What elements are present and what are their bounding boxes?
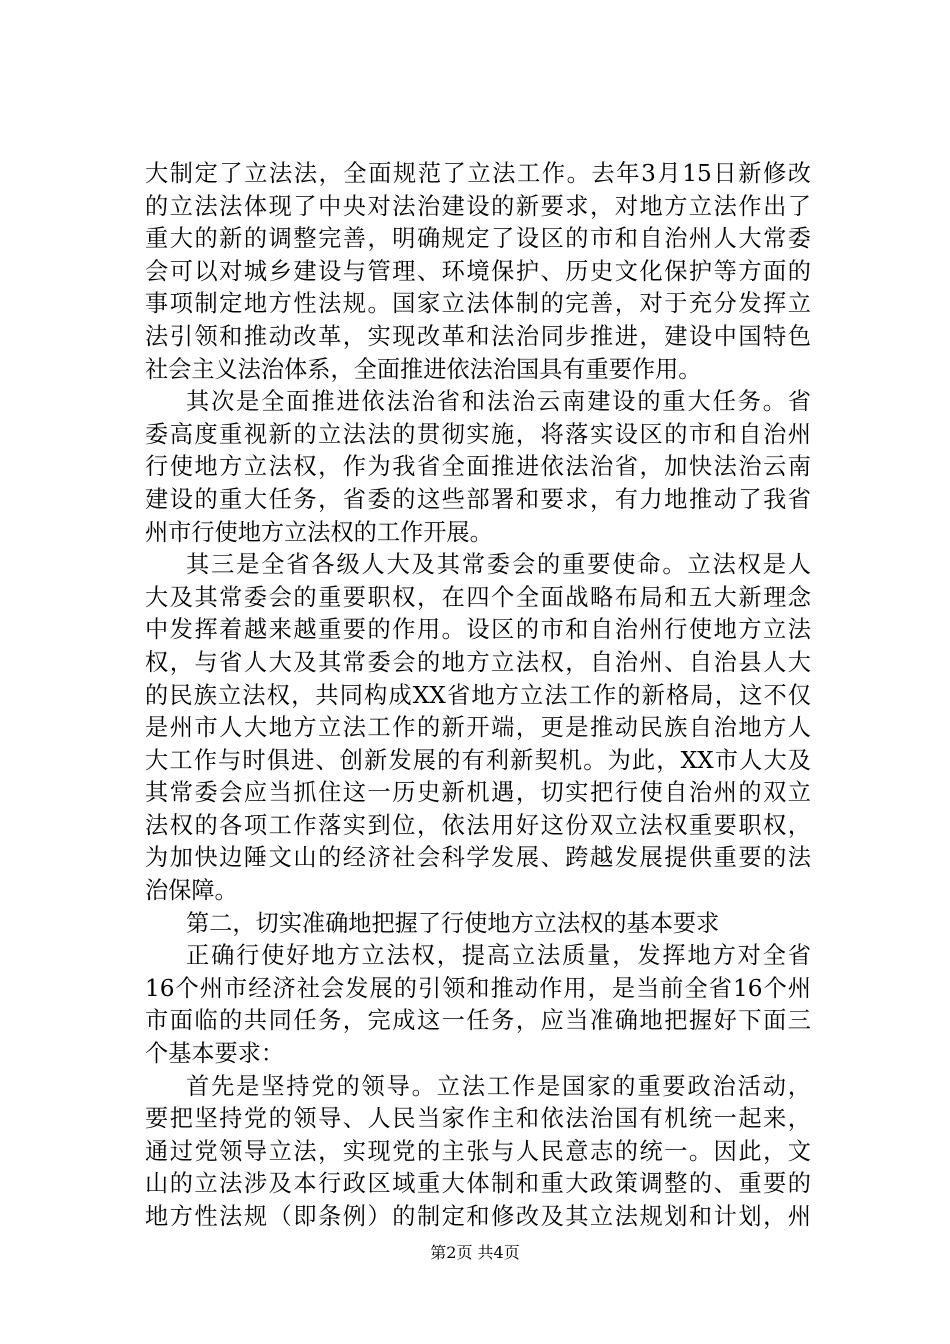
- text-line: 是州市人大地方立法工作的新开端，更是推动民族自治地方人: [145, 714, 811, 742]
- text-line: 中发挥着越来越重要的作用。设区的市和自治州行使地方立法: [145, 616, 811, 644]
- paragraph-first-line: 其次是全面推进依法治省和法治云南建设的重大任务。省: [186, 388, 811, 416]
- text-line: 权，与省人大及其常委会的地方立法权，自治州、自治县人大: [145, 648, 811, 676]
- text-line: 法引领和推动改革，实现改革和法治同步推进，建设中国特色: [145, 322, 811, 350]
- text-line: 社会主义法治体系，全面推进依法治国具有重要作用。: [145, 355, 702, 383]
- paragraph-first-line: 首先是坚持党的领导。立法工作是国家的重要政治活动，: [186, 1072, 811, 1100]
- text-line: 要把坚持党的领导、人民当家作主和依法治国有机统一起来，: [145, 1105, 811, 1133]
- text-line: 大工作与时俱进、创新发展的有利新契机。为此，XX市人大及: [145, 746, 811, 774]
- text-line: 行使地方立法权，作为我省全面推进依法治省，加快法治云南: [145, 453, 811, 481]
- text-line: 为加快边陲文山的经济社会科学发展、跨越发展提供重要的法: [145, 844, 811, 872]
- paragraph-first-line: 正确行使好地方立法权，提高立法质量，发挥地方对全省: [186, 942, 811, 970]
- paragraph-first-line: 其三是全省各级人大及其常委会的重要使命。立法权是人: [186, 551, 811, 579]
- text-line: 委高度重视新的立法法的贯彻实施，将落实设区的市和自治州: [145, 420, 811, 448]
- page-number: 第2页 共4页: [430, 1243, 520, 1262]
- text-line: 治保障。: [145, 877, 238, 905]
- text-line: 大及其常委会的重要职权，在四个全面战略布局和五大新理念: [145, 583, 811, 611]
- text-line: 16个州市经济社会发展的引领和推动作用，是当前全省16个州: [145, 974, 811, 1002]
- text-line: 事项制定地方性法规。国家立法体制的完善，对于充分发挥立: [145, 290, 811, 318]
- text-line: 重大的新的调整完善，明确规定了设区的市和自治州人大常委: [145, 225, 811, 253]
- text-line: 地方性法规（即条例）的制定和修改及其立法规划和计划，州: [145, 1203, 811, 1230]
- text-line: 的立法法体现了中央对法治建设的新要求，对地方立法作出了: [145, 192, 811, 220]
- text-line: 建设的重大任务，省委的这些部署和要求，有力地推动了我省: [145, 485, 811, 513]
- text-line: 的民族立法权，共同构成XX省地方立法工作的新格局，这不仅: [145, 681, 811, 709]
- text-line: 通过党领导立法，实现党的主张与人民意志的统一。因此，文: [145, 1137, 811, 1165]
- text-line: 山的立法涉及本行政区域重大体制和重大政策调整的、重要的: [145, 1170, 811, 1198]
- text-line: 大制定了立法法，全面规范了立法工作。去年3月15日新修改: [145, 160, 811, 187]
- section-heading: 第二，切实准确地把握了行使地方立法权的基本要求: [186, 909, 720, 937]
- text-line: 市面临的共同任务，完成这一任务，应当准确地把握好下面三: [145, 1007, 811, 1035]
- document-body: [145, 158, 811, 1234]
- text-line: 个基本要求：: [145, 1040, 285, 1068]
- text-line: 其常委会应当抓住这一历史新机遇，切实把行使自治州的双立: [145, 779, 811, 807]
- text-line: 州市行使地方立法权的工作开展。: [145, 518, 493, 546]
- text-line: 会可以对城乡建设与管理、环境保护、历史文化保护等方面的: [145, 257, 811, 285]
- text-line: 法权的各项工作落实到位，依法用好这份双立法权重要职权，: [145, 811, 811, 839]
